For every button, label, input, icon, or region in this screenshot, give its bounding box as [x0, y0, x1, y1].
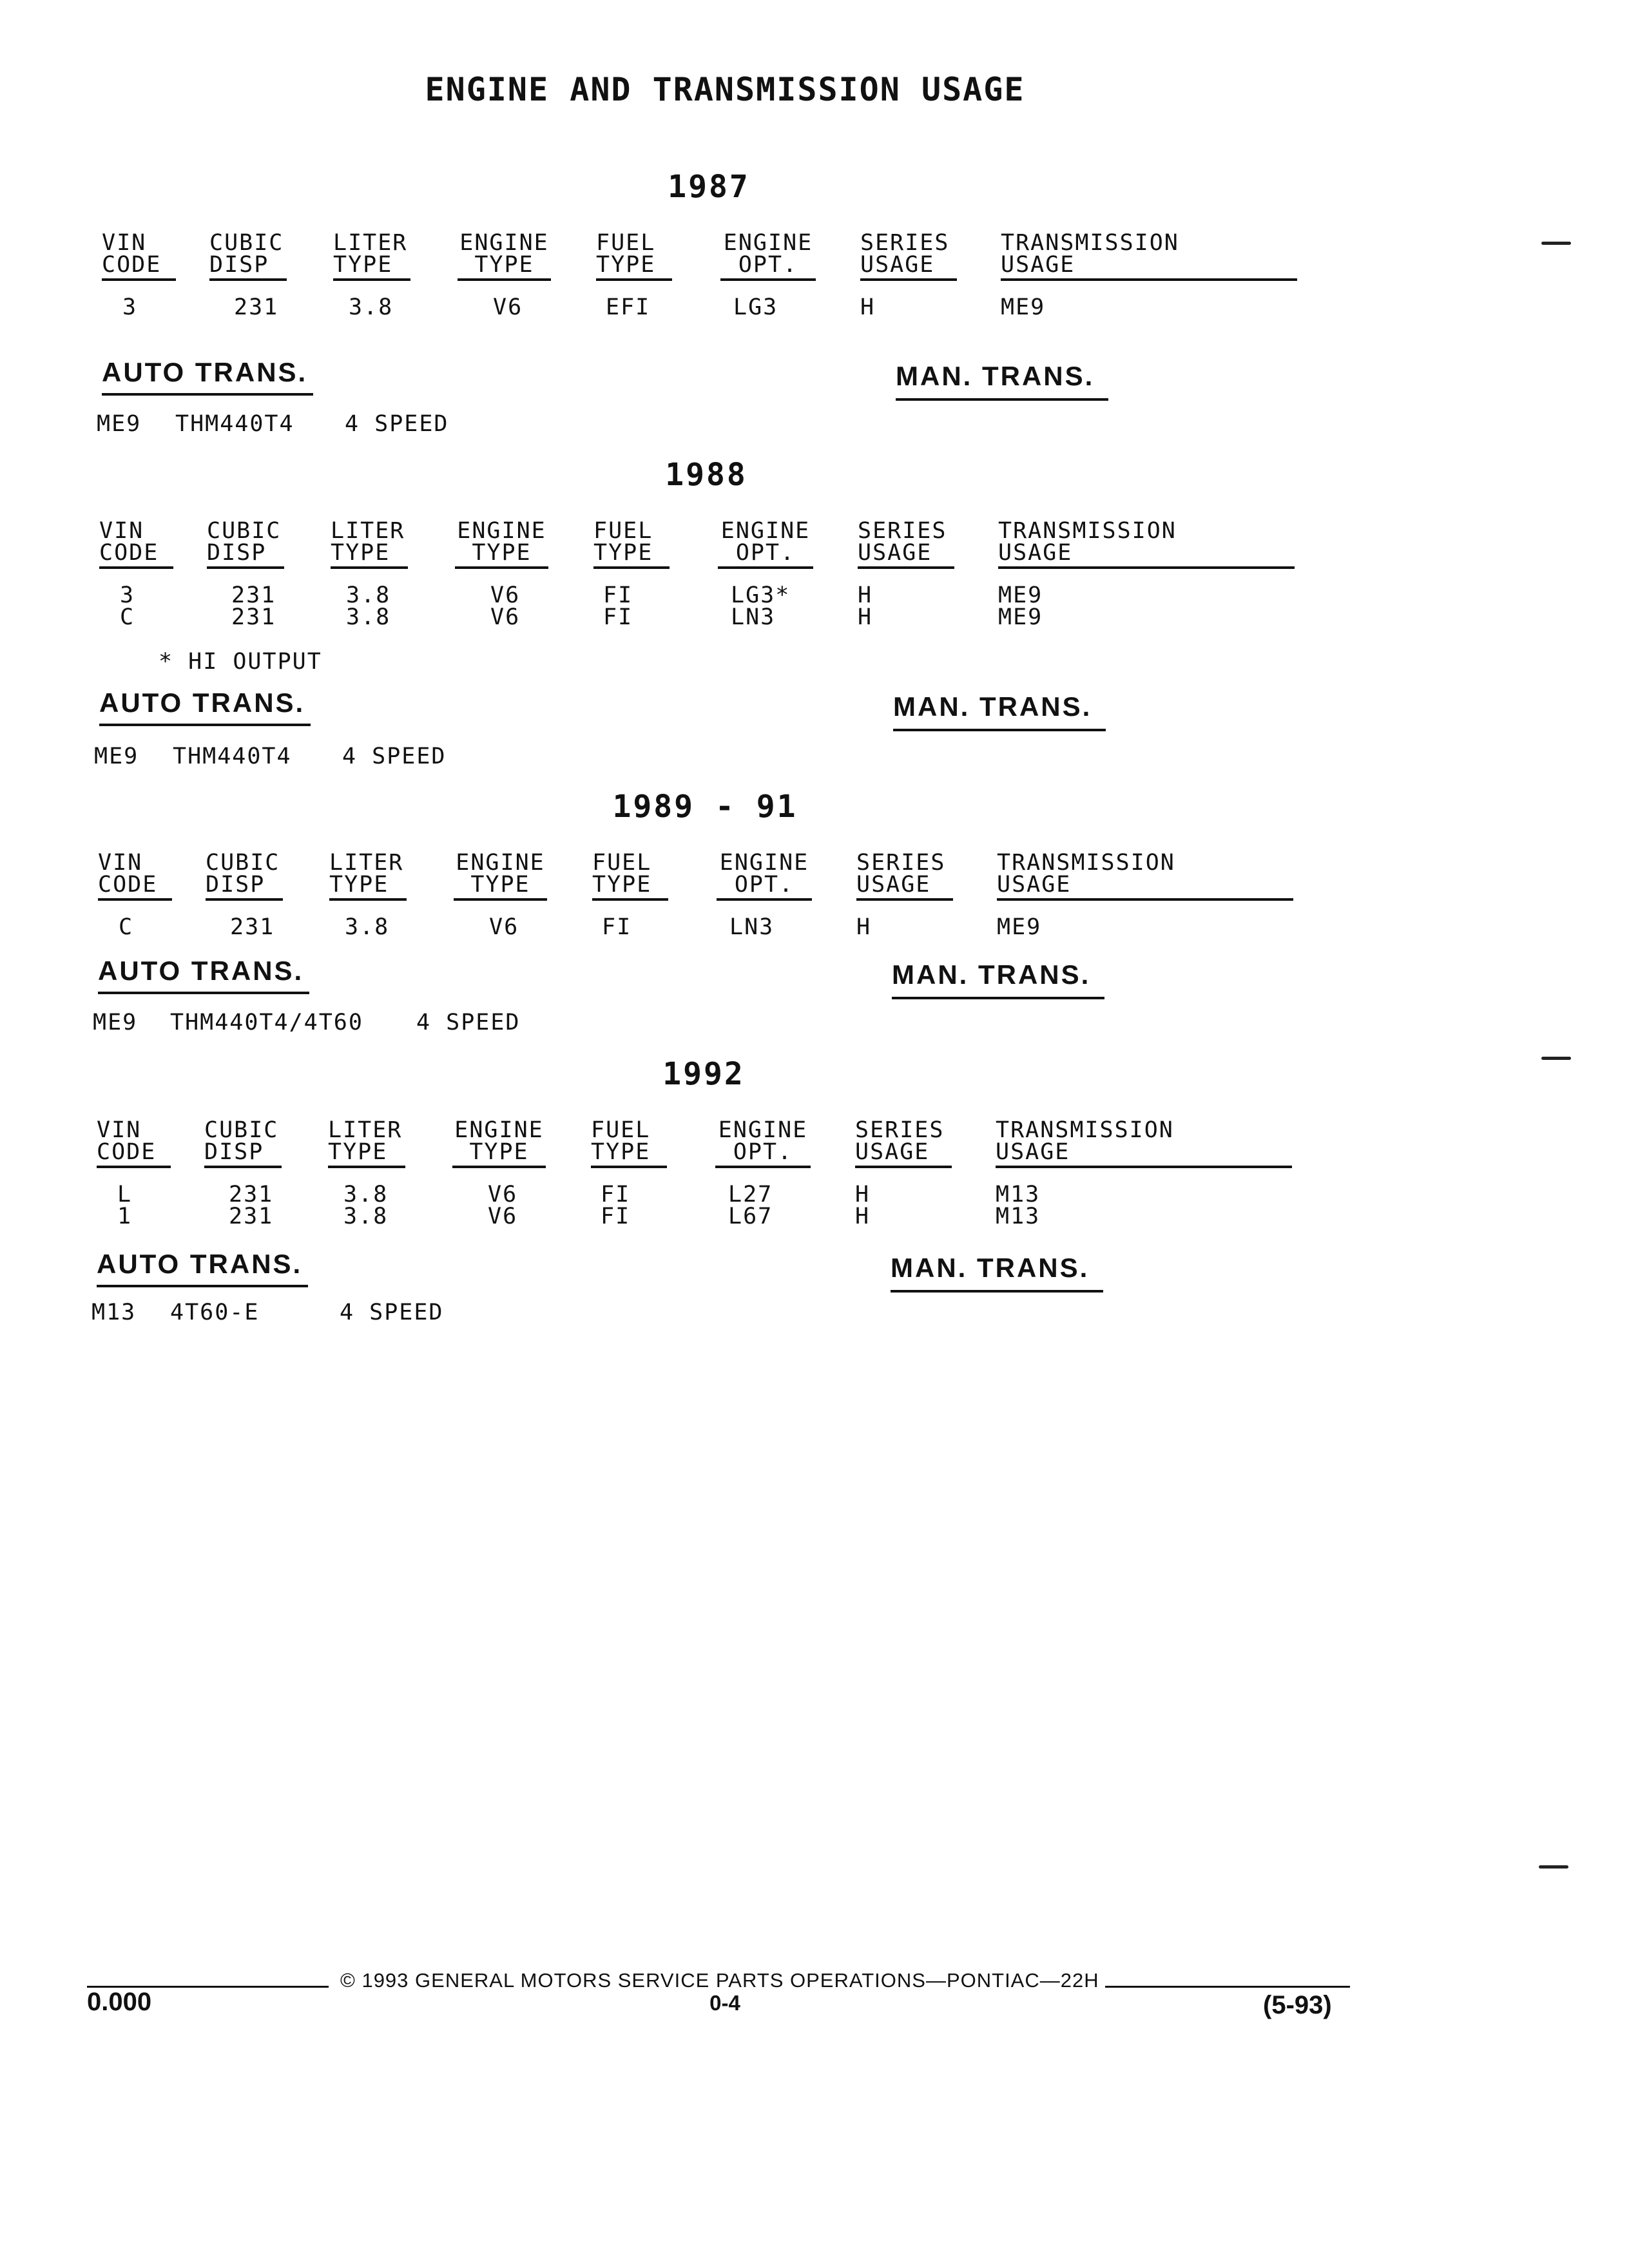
column-header-line: TYPE	[328, 1139, 388, 1165]
column-header-line: TYPE	[593, 540, 653, 566]
footnote: * HI OUTPUT	[159, 649, 322, 675]
column-header	[592, 852, 668, 896]
table-cell: 3	[122, 294, 138, 320]
auto-trans-underline	[97, 1285, 308, 1287]
column-header-line: CODE	[97, 1139, 157, 1165]
column-header-line: ENGINE	[723, 230, 813, 256]
column-header-rule	[333, 278, 410, 281]
man-trans-underline	[891, 1290, 1103, 1293]
column-header	[207, 520, 284, 564]
column-header-line: CODE	[99, 540, 159, 566]
table-cell: M13	[996, 1182, 1041, 1207]
column-header-line: TYPE	[333, 252, 393, 278]
column-header-line: LITER	[328, 1117, 403, 1143]
column-header-rule	[204, 1166, 282, 1168]
column-header	[855, 1119, 952, 1163]
auto-trans-entry: ME9	[93, 1010, 138, 1035]
column-header	[997, 852, 1293, 896]
column-header-line: USAGE	[997, 872, 1072, 898]
column-header-rule	[591, 1166, 667, 1168]
column-header-rule	[998, 566, 1295, 569]
column-header-line: TYPE	[329, 872, 389, 898]
column-header-line: CUBIC	[207, 518, 282, 544]
column-header-line: DISP	[206, 872, 265, 898]
table-cell: H	[860, 294, 876, 320]
column-header-line: ENGINE	[719, 850, 809, 876]
column-header-rule	[855, 1166, 952, 1168]
column-header-rule	[717, 898, 812, 901]
auto-trans-label: AUTO TRANS.	[99, 687, 305, 718]
table-cell: FI	[602, 914, 632, 940]
column-header	[206, 852, 283, 896]
table-cell: 231	[231, 582, 276, 608]
table-cell: C	[120, 604, 135, 630]
column-header-line: LITER	[329, 850, 404, 876]
column-header-line: FUEL	[591, 1117, 651, 1143]
column-header-line: ENGINE	[457, 518, 546, 544]
year-heading: 1989 - 91	[612, 789, 798, 825]
man-trans-label: MAN. TRANS.	[893, 691, 1092, 722]
year-section	[0, 1056, 1629, 1325]
margin-tick	[1541, 1057, 1571, 1060]
footer-date-code: (5-93)	[1263, 1991, 1332, 2019]
year-heading: 1987	[668, 169, 750, 205]
table-cell: 1	[117, 1204, 133, 1229]
column-header-rule	[99, 566, 173, 569]
year-section	[0, 457, 1629, 769]
table-cell: ME9	[998, 582, 1043, 608]
footer-page-number: 0-4	[709, 1991, 740, 2015]
table-cell: C	[119, 914, 134, 940]
man-trans-label: MAN. TRANS.	[896, 361, 1095, 391]
table-cell: 231	[231, 604, 276, 630]
column-header-line: ENGINE	[718, 1117, 808, 1143]
column-header-rule	[718, 566, 813, 569]
column-header-rule	[997, 898, 1293, 901]
column-header	[98, 852, 172, 896]
table-cell: FI	[601, 1182, 631, 1207]
column-header	[333, 232, 410, 276]
table-cell: LG3*	[731, 582, 791, 608]
column-header-line: USAGE	[858, 540, 932, 566]
column-header-rule	[102, 278, 176, 281]
auto-trans-entry: THM440T4/4T60	[170, 1010, 363, 1035]
column-header-rule	[596, 278, 672, 281]
column-header-line: TRANSMISSION	[1001, 230, 1179, 256]
column-header	[591, 1119, 667, 1163]
column-header-rule	[996, 1166, 1292, 1168]
column-header-line: OPT.	[738, 252, 798, 278]
column-header-rule	[206, 898, 283, 901]
auto-trans-entry: ME9	[94, 744, 139, 769]
column-header	[102, 232, 176, 276]
column-header-line: USAGE	[996, 1139, 1070, 1165]
column-header	[1001, 232, 1297, 276]
man-trans-label: MAN. TRANS.	[891, 1253, 1090, 1283]
table-cell: V6	[489, 914, 519, 940]
column-header-line: TYPE	[470, 872, 530, 898]
column-header-line: TYPE	[474, 252, 534, 278]
column-header-rule	[331, 566, 408, 569]
column-header-line: TRANSMISSION	[998, 518, 1177, 544]
column-header	[996, 1119, 1292, 1163]
column-header-line: TRANSMISSION	[996, 1117, 1174, 1143]
table-cell: 231	[229, 1204, 274, 1229]
year-heading: 1992	[662, 1056, 745, 1092]
column-header-line: SERIES	[858, 518, 947, 544]
table-cell: 231	[234, 294, 279, 320]
column-header-line: TRANSMISSION	[997, 850, 1175, 876]
column-header	[97, 1119, 171, 1163]
column-header	[860, 232, 957, 276]
column-header-rule	[455, 566, 548, 569]
column-header-line: ENGINE	[720, 518, 811, 544]
table-cell: ME9	[997, 914, 1042, 940]
auto-trans-entry: THM440T4	[175, 411, 294, 437]
table-cell: H	[856, 914, 872, 940]
column-header-line: DISP	[207, 540, 267, 566]
table-cell: L67	[728, 1204, 773, 1229]
column-header-line: USAGE	[860, 252, 935, 278]
table-cell: 3.8	[343, 1182, 389, 1207]
column-header-rule	[329, 898, 407, 901]
column-header-line: FUEL	[592, 850, 652, 876]
column-header-line: LITER	[331, 518, 405, 544]
table-cell: FI	[603, 582, 633, 608]
table-cell: H	[855, 1204, 871, 1229]
column-header	[455, 520, 548, 564]
table-cell: H	[858, 604, 873, 630]
column-header-line: VIN	[102, 230, 147, 256]
column-header-rule	[454, 898, 547, 901]
column-header-line: SERIES	[855, 1117, 945, 1143]
table-cell: 3.8	[346, 582, 391, 608]
table-cell: 3.8	[349, 294, 394, 320]
footer-copyright: © 1993 GENERAL MOTORS SERVICE PARTS OPERATIONS—PONTIAC—22H	[340, 1969, 1099, 1992]
auto-trans-entry: 4 SPEED	[345, 411, 449, 437]
page-title: ENGINE AND TRANSMISSION USAGE	[425, 71, 1025, 108]
column-header-rule	[452, 1166, 546, 1168]
column-header-line: FUEL	[593, 518, 653, 544]
column-header-line: TYPE	[469, 1139, 529, 1165]
column-header-line: VIN	[98, 850, 143, 876]
auto-trans-entry: ME9	[97, 411, 142, 437]
table-cell: M13	[996, 1204, 1041, 1229]
table-cell: 231	[229, 1182, 274, 1207]
auto-trans-entry: M13	[92, 1300, 137, 1325]
column-header-line: OPT.	[734, 872, 795, 898]
column-header	[715, 1119, 811, 1163]
column-header-rule	[207, 566, 284, 569]
column-header-line: OPT.	[735, 540, 796, 566]
year-section	[0, 789, 1629, 1035]
column-header-line: TYPE	[596, 252, 656, 278]
column-header-line: TYPE	[331, 540, 390, 566]
table-cell: LG3	[733, 294, 778, 320]
auto-trans-label: AUTO TRANS.	[97, 1249, 303, 1279]
man-trans-underline	[896, 398, 1108, 401]
column-header	[596, 232, 672, 276]
table-cell: LN3	[731, 604, 776, 630]
table-cell: L	[117, 1182, 133, 1207]
auto-trans-entry: 4 SPEED	[416, 1010, 521, 1035]
table-cell: EFI	[606, 294, 651, 320]
column-header	[99, 520, 173, 564]
table-cell: V6	[490, 582, 521, 608]
auto-trans-underline	[99, 724, 311, 726]
column-header-rule	[98, 898, 172, 901]
table-cell: V6	[488, 1182, 518, 1207]
column-header-rule	[1001, 278, 1297, 281]
man-trans-underline	[893, 729, 1106, 731]
column-header-line: CUBIC	[209, 230, 284, 256]
table-cell: FI	[601, 1204, 631, 1229]
column-header-line: CODE	[102, 252, 162, 278]
man-trans-underline	[892, 997, 1104, 999]
table-cell: V6	[493, 294, 523, 320]
table-cell: H	[855, 1182, 871, 1207]
column-header	[998, 520, 1295, 564]
column-header-rule	[720, 278, 816, 281]
column-header-line: CUBIC	[206, 850, 280, 876]
column-header-line: ENGINE	[459, 230, 549, 256]
column-header-rule	[328, 1166, 405, 1168]
column-header	[720, 232, 816, 276]
column-header-line: CODE	[98, 872, 158, 898]
column-header-line: USAGE	[998, 540, 1073, 566]
table-cell: H	[858, 582, 873, 608]
column-header-rule	[860, 278, 957, 281]
column-header-line: SERIES	[856, 850, 946, 876]
year-heading: 1988	[665, 457, 747, 493]
margin-tick	[1541, 242, 1571, 245]
man-trans-label: MAN. TRANS.	[892, 959, 1091, 990]
column-header	[458, 232, 551, 276]
column-header-line: VIN	[97, 1117, 142, 1143]
table-cell: L27	[728, 1182, 773, 1207]
table-cell: 231	[230, 914, 275, 940]
column-header	[204, 1119, 282, 1163]
auto-trans-label: AUTO TRANS.	[98, 956, 304, 986]
column-header	[718, 520, 813, 564]
column-header	[858, 520, 954, 564]
auto-trans-entry: 4 SPEED	[340, 1300, 444, 1325]
column-header-rule	[715, 1166, 811, 1168]
column-header-rule	[209, 278, 287, 281]
column-header-line: USAGE	[856, 872, 931, 898]
column-header-line: USAGE	[855, 1139, 930, 1165]
column-header-line: LITER	[333, 230, 408, 256]
column-header	[452, 1119, 546, 1163]
column-header	[329, 852, 407, 896]
column-header	[856, 852, 953, 896]
column-header-line: DISP	[204, 1139, 264, 1165]
column-header-rule	[458, 278, 551, 281]
auto-trans-label: AUTO TRANS.	[102, 357, 308, 387]
footer-rule-right	[1105, 1986, 1350, 1988]
table-cell: LN3	[729, 914, 775, 940]
auto-trans-entry: 4 SPEED	[342, 744, 447, 769]
column-header-line: TYPE	[472, 540, 532, 566]
column-header-line: CUBIC	[204, 1117, 279, 1143]
column-header	[593, 520, 670, 564]
column-header-rule	[592, 898, 668, 901]
margin-tick	[1539, 1865, 1568, 1869]
column-header-line: OPT.	[733, 1139, 793, 1165]
auto-trans-underline	[98, 992, 309, 994]
column-header	[328, 1119, 405, 1163]
table-cell: 3.8	[345, 914, 390, 940]
table-cell: V6	[488, 1204, 518, 1229]
column-header-rule	[593, 566, 670, 569]
table-cell: 3	[120, 582, 135, 608]
auto-trans-entry: THM440T4	[173, 744, 292, 769]
auto-trans-entry: 4T60-E	[170, 1300, 260, 1325]
column-header-line: FUEL	[596, 230, 656, 256]
column-header	[717, 852, 812, 896]
table-cell: ME9	[1001, 294, 1046, 320]
column-header	[454, 852, 547, 896]
column-header-rule	[858, 566, 954, 569]
column-header-rule	[97, 1166, 171, 1168]
year-section	[0, 169, 1629, 437]
column-header-line: ENGINE	[454, 1117, 544, 1143]
table-cell: V6	[490, 604, 521, 630]
column-header-line: TYPE	[591, 1139, 651, 1165]
auto-trans-underline	[102, 393, 313, 396]
column-header-line: DISP	[209, 252, 269, 278]
table-cell: 3.8	[346, 604, 391, 630]
column-header-line: USAGE	[1001, 252, 1075, 278]
column-header	[209, 232, 287, 276]
column-header-line: SERIES	[860, 230, 950, 256]
column-header	[331, 520, 408, 564]
footer-section-number: 0.000	[87, 1988, 152, 2016]
column-header-rule	[856, 898, 953, 901]
column-header-line: VIN	[99, 518, 144, 544]
column-header-line: ENGINE	[456, 850, 545, 876]
column-header-line: TYPE	[592, 872, 652, 898]
table-cell: ME9	[998, 604, 1043, 630]
table-cell: FI	[603, 604, 633, 630]
table-cell: 3.8	[343, 1204, 389, 1229]
